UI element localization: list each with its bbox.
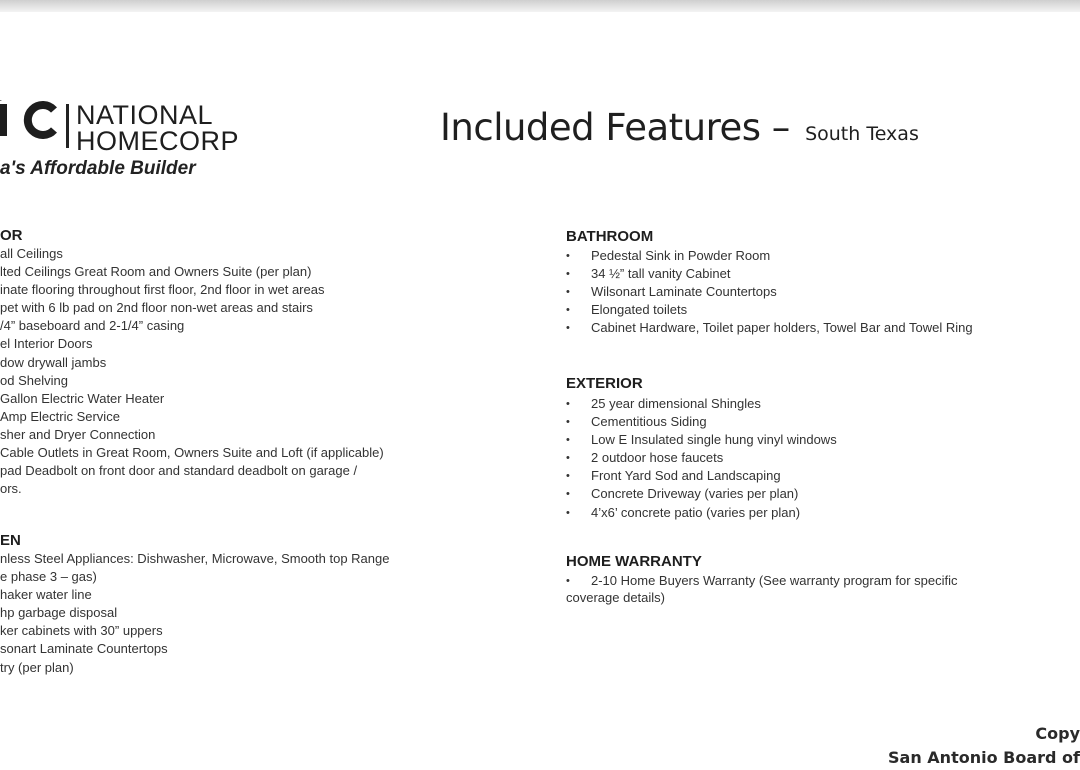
list-item: pet with 6 lb pad on 2nd floor non-wet areas and stairs	[0, 300, 313, 316]
list-item: • 4’x6’ concrete patio (varies per plan)	[566, 504, 837, 522]
list-item: inate flooring throughout first floor, 2nd floor in wet areas	[0, 282, 325, 298]
list-item: nless Steel Appliances: Dishwasher, Microwave, Smooth top Range	[0, 551, 390, 566]
list-item: • Cabinet Hardware, Toilet paper holders, Towel Bar and Towel Ring	[566, 319, 973, 337]
page-title	[440, 106, 919, 149]
list-item: e phase 3 – gas)	[0, 569, 97, 585]
list-item: all Ceilings	[0, 246, 63, 261]
exterior-heading: EXTERIOR	[566, 375, 643, 392]
list-item: Gallon Electric Water Heater	[0, 390, 165, 406]
logo-name-line2: HOMECORP	[76, 126, 240, 156]
home-warranty-note: coverage details)	[566, 590, 665, 605]
bathroom-list	[566, 247, 973, 337]
logo-mark-icon	[0, 100, 62, 140]
logo-divider	[66, 104, 69, 148]
list-item: • Concrete Driveway (varies per plan)	[566, 485, 837, 503]
kitchen-heading: EN	[0, 532, 21, 549]
logo-tagline: a's Affordable Builder	[0, 158, 196, 179]
bathroom-heading: BATHROOM	[566, 228, 654, 245]
home-warranty-heading: HOME WARRANTY	[566, 553, 702, 570]
list-item: sher and Dryer Connection	[0, 426, 156, 442]
list-item: el Interior Doors	[0, 336, 93, 352]
list-item: sonart Laminate Countertops	[0, 641, 168, 657]
page-title-text: Included Features –	[440, 106, 790, 149]
list-item: • 25 year dimensional Shingles	[566, 395, 837, 413]
list-item: • Elongated toilets	[566, 301, 973, 319]
list-item: hp garbage disposal	[0, 605, 118, 621]
kitchen-list	[0, 550, 389, 677]
list-item: pad Deadbolt on front door and standard deadbolt on garage /	[0, 463, 358, 479]
list-item: od Shelving	[0, 372, 68, 388]
list-item: lted Ceilings Great Room and Owners Suite (per plan)	[0, 264, 312, 280]
list-item: try (per plan)	[0, 659, 74, 675]
copyright-line2: San Antonio Board of	[888, 748, 1080, 767]
builder-logo	[0, 78, 240, 188]
list-item: • Pedestal Sink in Powder Room	[566, 247, 973, 265]
list-item: ker cabinets with 30” uppers	[0, 623, 163, 639]
list-item: • 2 outdoor hose faucets	[566, 449, 837, 467]
list-item: • 2-10 Home Buyers Warranty (See warranty program for specific	[566, 572, 958, 590]
copyright-line1: Copy	[1035, 724, 1080, 743]
list-item: Amp Electric Service	[0, 408, 120, 424]
list-item: • Low E Insulated single hung vinyl windows	[566, 431, 837, 449]
list-item: haker water line	[0, 587, 92, 603]
list-item: /4” baseboard and 2-1/4” casing	[0, 318, 185, 334]
list-item: • Front Yard Sod and Landscaping	[566, 467, 837, 485]
list-item: Cable Outlets in Great Room, Owners Suite and Loft (if applicable)	[0, 445, 384, 461]
page-top-edge	[0, 0, 1080, 12]
list-item: ors.	[0, 481, 22, 497]
page-subtitle: South Texas	[805, 123, 919, 145]
exterior-list	[566, 395, 837, 522]
list-item: dow drywall jambs	[0, 354, 107, 370]
logo-name-line1: NATIONAL	[76, 100, 214, 130]
home-warranty-list	[566, 572, 958, 590]
interior-list	[0, 245, 384, 498]
list-item: • 34 ½” tall vanity Cabinet	[566, 265, 973, 283]
list-item: • Cementitious Siding	[566, 413, 837, 431]
interior-heading: OR	[0, 227, 23, 244]
list-item: • Wilsonart Laminate Countertops	[566, 283, 973, 301]
